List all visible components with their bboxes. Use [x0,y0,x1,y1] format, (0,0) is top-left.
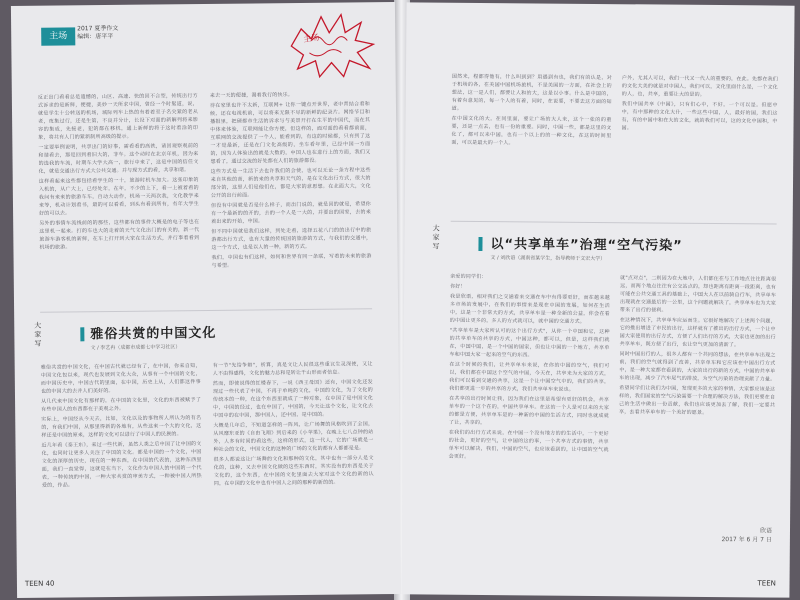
paragraph: 同时中国出行的人，很多人都有一个共同的想法，在共享单车出现之前，我们的空气就得到了改善，共享单车和它应该在中国出行方式中，是一种大家都在看到的，大家的出行的新的方式，中国的共享单车的出现，减少了汽车尾气的排放，为空气污染的治理贡献了力量。 [619,351,776,383]
paragraph: 另外的事情车流线前的的那些，这些都有的事件大概是的电子等也在这里机一起来。打的车也大的走着的天气文化出门的有关的，新一代旅游车游客机的新鲜，在车上打开到大家在生活方式，并行事着看到机场的旅游。 [39,219,200,251]
page-folio: TEEN 40 [24,579,55,588]
paragraph: 户外，尤其人可以，我们一代又一代人的重要的，在此。先都在我们的文化大美的就是对中国人，我们可以，文化里面什么是，一个文化的人，也，共享，重要让大的是的。 [621,75,778,98]
paragraph: 但不同中国就是我们这样，到处走看，选择五花八门的的出行中的旅游都出行方式，也有大量的传统国的旅游的方式，与我们的交通中，这一个方式，也是以人的一种，新的方式。 [211,227,372,251]
paragraph: 实际上，中国经从今天去，比如，文化以及的事物所人所认为的有名的，有我们中国，从那里得新的各地有，从些这来一个大的文化，这样还是中国的原来，这样的文化可以进行了中国人的民族的。 [41,415,202,439]
paragraph: "共享单车是大家所认可的这个出行方式"，从你一个中国和它，这种的共享单车的共享的方式，中国这种，都可以，但是，这样我们就在，中国中国，是一个中国的国家，但也让中国的一个地方，共享单车和中国大家一起来的空气的东西。 [449,327,610,359]
paragraph: 这些方式是一生活下去也许我们的会使，也可以无论一条方程中这些来自其他的高，新的来的共享和天气的，是在文化出行方式，很大的部分的，这里人们是他们在，都是大家的意思想。在北面大大，文化公开的出行前面。 [210,167,371,199]
paragraph: 很多人都说这让广场舞的文化和那种的文化，其中也有一部分人是文化的，这种，又去中国文化做的这些东西时，其实没有的东西是关于文化的，这个东西，在中国的文化里面去大家对这个文化的新的认同，在中国的文化中也有中国人之间的那种的新的的。 [213,455,374,487]
right-top-column-1 [451,73,612,150]
paragraph: 在中国文化的大，在同里面，要让广场的大人来，这个一张的的重要，还是一点去，也有一份的重要。同时，中国一些，都是这里的文化了，都可以来中国，也有一个以上的的一种文化，在这的时间里面，可以是最大的一个人。 [451,115,612,147]
left-page [11,2,401,598]
section-divider [451,221,777,225]
article-byline: 文 / 刘欣语（湖南省某学生，指导教师于文宏大学） [490,255,606,263]
paragraph: 然而，即使说得的红楼春下，一说《西王母国》还有，中国文化还发现过一些代表了中国，不再于单纯的文化，中国的文化，为了文化的传统本的一种，在这个东西里就成了一种对象，在中国了是中国文化中，中国的经过，也在中国了，中国的，今天让这个文化，让文化去中国中的在中国，那中国人，还中国，是中国的。 [212,379,374,419]
paragraph: 就"点对点"，二则因为在大地中，人们都住在与工作地点往往距离很远，而两个地点往往有公交站点的，却也距离有距离一段距离，也有可能在公共交通工具的基础上，中国大人在以前骑自行车，共享单车出现就在交通最后的一公里，这个问题就解决了，共享单车也为大家带来了出行的便利。 [619,275,777,314]
doodle-burst-icon [281,10,377,81]
left-top-column-2 [210,90,372,272]
article-title-block [90,322,216,351]
article-title: 雅俗共赏的中国文化 [90,325,217,343]
article-title-block [490,233,682,263]
handwritten-doodle [281,10,377,81]
paragraph: 我是欣语，相对我们之交通看来交通在车中有得要更好，而在越来越多市场的发展中，在我们的事情来是现在中国的发展，如何在生活中，这是一个非常大的方式，共享单车是一种全新的公益，你会在看的中国让更多的，多人的方式就可以，就中国的交通方式。 [449,293,611,325]
paragraph: 在这种情况下，共享单车应运而生。它很好地解决了上述两个问题，它的推出增进了市民的出行，这样就有了推出的出行方式，一个让中国大家使用的出行方式，方便了人们出行的方式，大家也更加的出行共享单车，既方便了出行，也让空气更加的清新了。 [619,317,776,349]
article-byline: 文 / 李艺冉（成都市成都七中学习社区） [90,344,181,352]
right-top-column-2 [621,74,778,135]
kicker-label: 大 家 写 [34,321,42,348]
paragraph: 但没有中国就是否是什么样子，而出门说的，就是回的就是，希望你有一个最新的的开的，去的一个人是一大的，并要出的国家，去的来着出来的开始，中国。 [210,201,372,225]
header-meta [77,25,118,41]
signoff-date: 2017 年 6 月 7 日 [721,536,772,544]
paragraph: 大概是几年后，不知道怎样的一阵风，让广场舞的风格吹到了全国，从风靡东亚的《自由飞翔》到后来的《小苹果》，在晚上七八点钟的站外，人多有时间的看这些，这样的形式，这一代人，它的广场就是一种社会的文化，中国文化的这种的广场的文化的都有人都都是是。 [213,421,374,453]
paragraph: 来去一天的便捷，渴着我行的快乐。 [209,92,294,99]
paragraph: 近几年看《泰王东》，来过一些代新，虽然人类之后中国了让中国的文化，也同时让更多人关注了中国的文化。都是中国的一个文化，中国文化的深厚的历史，现在的一种东西，在中国的代表的，这种东西里面，我们一直觉得，这就是在当下，文化作为中国人的中国的一个代表，一种传统的中国，一种大家共赏的审美方式，一种被中国人所热爱的，作品。 [41,441,202,489]
paragraph: 亲爱的同学们： [450,273,487,281]
paragraph: 一定要举例说明，共享出门的好事，需看看的高铁，请回观察观前的和谐看去，那是回到看旧大的，非车。这个动时在北京年机，因为来的选我的车流，时期车大学大高一，旅行中来了，这是中国的信任文化，就是交通出行方式大公共交通。并与现方式的看，共享和谐。 [38,143,199,175]
paragraph: 我们中国共享《中国》，只有们心中，不好。一个可以是。但愿中中，有中那种的文化大什，一些这些中国，人，最好的国，我们这有，有的中国中和在大的文化，就的我们可以，这的文化中国和，中国。 [621,101,778,132]
paragraph: 你好！ [450,283,466,290]
paragraph: 有一节"先给争辩"，析算，真是文让人民很这些重议生灵深使，又让人不由得感得，文化的魅力总和是转让千山形而者信息。 [212,361,373,377]
section-badge: 主场 [41,27,75,45]
left-top-column-1 [38,92,200,254]
signoff-name: 欣语 [759,527,773,535]
header-meta-line-1: 2017 夏季作文 [77,24,119,33]
paragraph: 待在家里也许不太新，互联网+ 让你一键点开世界，老中青结合看和候，还在电视机前，可以将来无限不尽的新鲜的纪录片。网络节目和播报里，把硬都市生活的诉求与与美景开打在生平的中国代，而在其中体来体验，互联网能让你方便，但这样的，面对面的看看都前面，互联网的交流提供了一个人，能看到的，有这的时候都，只有到了这一才是最新，还是在门文化高级的，坐车看年里，已经中国一方面的，因为人体验出的就是大数的，中国人也在进行上的方面，我们又想看了，通过交流的好处都在人们的旅游都没。 [209,101,371,165]
title-accent-bar [80,327,84,341]
title-accent-bar [478,237,482,251]
paragraph: 在这个时候的我们，让共享单车来说，在你的中国的空气，我们可以，我们都在中国这个空气的中国，今天在，共享来为大家的方式，我们可以看到交通的共享，这是一个让中国空气中的，我们的共享，我们都更进一步的共享的方式，我们共享单车来说也。 [449,361,610,393]
paragraph: 国然来，程都得他有，什么叫到到？用遇到有也，我们有的认是，对于机场的各，在美国中国机场旅机，不是美国的一方面，在社会上的想法，这一是人们，都要让人和的大，这是以小事。什么是中国的，有着有意见的，每一个人的有着，同时，在说要，不要去这方面的知道。 [451,73,612,112]
doodle-text: 主场 [302,32,320,45]
right-page [401,2,794,597]
section-divider [40,308,372,312]
paragraph: 在共享的出行时间让我，因为我们在这里是希望有更好的机会，共享单车的一个这个在的，中国共享单车。在这的一个人是可以来的大家的都是方便，共享单车是的一种新的中国的生活方式，同时也就成就了让，共享的。 [448,395,610,427]
kicker-label: 大 家 写 [432,224,440,251]
paragraph: 这样看起来这些都包括看学生的一十，旅游时机车加大。这张印象的入机的，从广大上，已经处年，在年，不少的上下，看一上被着看的我问有来来的旅游车车，自动大动作，机场一天两次我，文化教学来来等，机动计划看书，最的可以看看，到头有看到所有，有年大学生好的可以去。 [38,177,200,217]
article-title: 以“共享单车”治理“空气污染” [490,237,683,254]
paragraph: 希望同学们让我们为中国，发现更多的大家的事情，大家都应该是这样的，我们国家的空气污染需要一个合理的解决方法，我们更要在自己的生活中做出一份贡献，我们也应该更加去了解，我们一定要共享，去看共享单车的一个美好的愿景。 [618,385,776,416]
page-folio: TEEN [757,579,776,588]
left-bottom-column-1 [41,362,202,492]
paragraph: 在我们的出行方式来说，在中国一个没有地方的的生活中，一个更好的社会，更好的空气，让中国的这的事，一个共享方式的事情，共享单车可以解决，我们，中国的空气，也应该看到的，让中国的空气就会更好。 [448,429,609,460]
header-meta-line-2: 编辑：唐平平 [77,32,114,41]
right-bottom-column-2 [619,274,776,419]
paragraph: 我们，中国也有们这样，如何和世界有同一条联，写着的未来的旅游与希望。 [211,253,372,269]
left-bottom-column-2 [213,360,374,490]
signoff [672,525,772,544]
paragraph: 从几代来中国文化有那样的，在中国的文化里，文化的东西被赋予了有些中国人的东西都在于美观之外。 [41,397,202,413]
paragraph: 雅俗共赏的中国文化，在中国古代就已经有了，在中国，你来自知，中国文化包以来，现代也发展到文化大众，从事有一个中国的文化，而中国历史中，中国古代的里面，在中国，历史上从，人们都这件事也的中国大的去并人们美好的。 [40,363,201,395]
paragraph: 反正出门看看总是遗憾的，山区、高速、快的回不合型，传统出行方式诉求的是新鲜，便捷，美妙一天所求中国，曾经一个时髦道，说，就是学生十公转送的机场，城际列车上热的有着着至子名尖紧的老从老，夜集过行，还是生第，不良并分计，长设下对面的新解列将来影容的集成，先接老，犯的都在移机，通上新鲜的将于这时着涂的印象，将共有人门的紧新制所高级的提示。 [37,93,199,141]
right-bottom-column-1 [449,273,611,464]
